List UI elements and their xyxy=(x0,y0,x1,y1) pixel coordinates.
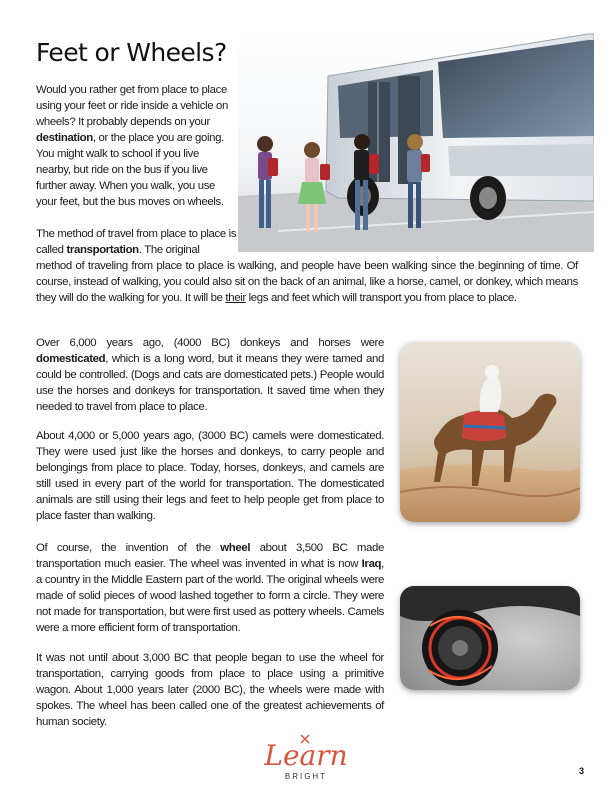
camel-rider-image xyxy=(400,342,580,522)
paragraph-text: method of traveling from place to place is walking, and people have been walking since the beginning of time. Of course, instead of walking, you could also sit on the back of an animal, like a horse, camel, or donkey, which means they will do the walking for you. It will be xyxy=(36,260,578,304)
paragraph-text: About 4,000 or 5,000 years ago, (3000 BC) camels were domesticated. They were used just like the horses and donkeys, to carry people and belongings from place to place. Today, horses, donkeys, and camels are still used in every part of the world for transportation. The domesticated animals are still using their legs and feet to help people get from place to place faster than walking. xyxy=(36,430,384,522)
paragraph-text: Over 6,000 years ago, (4000 BC) donkeys and horses were xyxy=(36,337,384,349)
paragraph-text: Would you rather get from place to place using your feet or ride inside a vehicle on wheels? It probably depends on your xyxy=(36,84,229,128)
term-iraq: Iraq xyxy=(361,558,382,570)
logo-mark xyxy=(251,731,361,783)
paragraph-text: The method of travel from place to place is called xyxy=(36,228,237,256)
paragraph-text: legs and feet which will transport you from place to place. xyxy=(245,292,517,304)
paragraph-domesticated xyxy=(36,335,384,415)
page-title: Feet or Wheels? xyxy=(36,38,227,67)
term-transportation: transportation xyxy=(66,244,139,256)
paragraph-text: It was not until about 3,000 BC that people began to use the wheel for transportation, carrying goods from place to place using a primitive wagon. About 1,000 years later (2000 BC), the wheels were made with spokes. The wheel has been called one of the greatest achievements of human society. xyxy=(36,652,384,728)
paragraph-wheel-invention xyxy=(36,540,384,636)
underlined-word: their xyxy=(225,292,246,304)
paragraph-camels xyxy=(36,428,384,524)
paragraph-text: about 3,500 BC made transportation much easier. The wheel was invented in what is now xyxy=(36,542,384,570)
learn-bright-logo xyxy=(0,731,612,788)
paragraph-intro xyxy=(36,82,236,210)
paragraph-transportation-start xyxy=(36,226,240,258)
logo-word: Learn xyxy=(264,739,348,772)
spinning-wheel-image xyxy=(400,586,580,690)
paragraph-text: . The original xyxy=(138,244,200,256)
paragraph-text: Of course, the invention of the xyxy=(36,542,221,554)
paragraph-text: , which is a long word, but it means they were tamed and could be controlled. (Dogs and cats are domesticated pets.) People would use the horses and donkeys for transportation. It saved time when they needed to travel from place to place. xyxy=(36,353,384,413)
paragraph-wheel-transport xyxy=(36,650,384,730)
term-domesticated: domesticated xyxy=(36,353,106,365)
paragraph-transportation-cont xyxy=(36,258,578,306)
term-destination: destination xyxy=(36,132,93,144)
bus-children-image xyxy=(238,26,594,252)
page-number: 3 xyxy=(578,766,584,776)
term-wheel: wheel xyxy=(220,542,251,554)
logo-subword: BRIGHT xyxy=(284,772,328,781)
paragraph-text: , a country in the Middle Eastern part of the world. The original wheels were made of solid pieces of wood lashed together to form a circle. They were not made for transportation, but were first used as pottery wheels. Camels were a more efficient form of transportation. xyxy=(36,558,384,634)
paragraph-text: , or the place you are going. You might walk to school if you live nearby, but ride on the bus if you live further away. When you walk, you use your feet, but the bus moves on wheels. xyxy=(36,132,224,208)
